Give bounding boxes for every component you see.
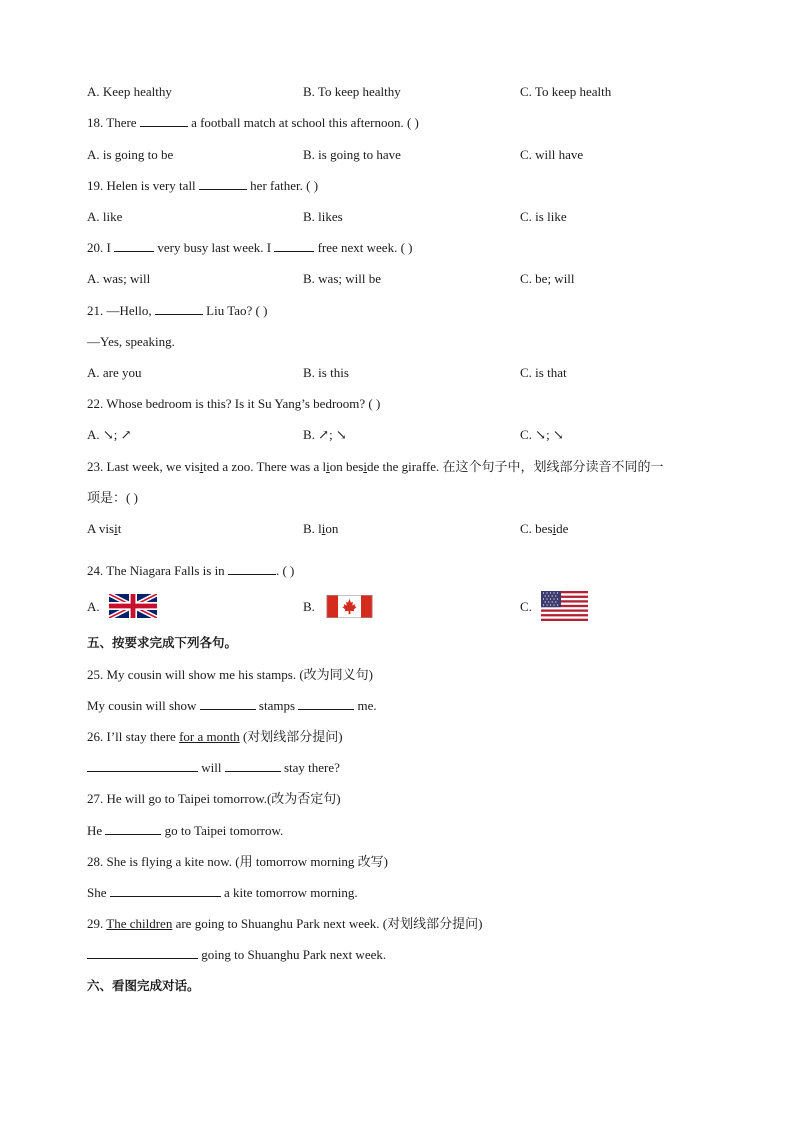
q23-text-2: ted a zoo. There was a l	[203, 459, 327, 474]
q20-stem-pre: 20. I	[87, 240, 111, 255]
q23-stem-line2: 项是：( )	[87, 490, 138, 505]
q18-stem-post: a football match at school this afternoon. ( )	[191, 115, 419, 130]
q23-b-post: on	[325, 521, 339, 536]
q18-option-b: B. is going to have	[303, 147, 401, 162]
q21-option-a: A. are you	[87, 365, 142, 380]
q20-blank-2[interactable]	[274, 240, 314, 252]
q23-option-a	[87, 521, 121, 537]
q24-stem-pre: 24. The Niagara Falls is in	[87, 563, 225, 578]
q19-option-b: B. likes	[303, 209, 343, 224]
q28-answer-post: a kite tomorrow morning.	[224, 885, 358, 900]
q23-underlined-1: i	[199, 459, 204, 474]
q28-answer-pre: She	[87, 885, 107, 900]
q26-blank-1[interactable]	[87, 760, 198, 772]
uk-flag-icon	[109, 594, 157, 618]
q17-option-b: B. To keep healthy	[303, 84, 401, 99]
section-5-heading: 五、按要求完成下列各句。	[87, 635, 238, 650]
section-6-heading: 六、看图完成对话。	[87, 978, 200, 993]
q23-text-1: 23. Last week, we vis	[87, 459, 200, 474]
q21-blank[interactable]	[155, 303, 203, 315]
q26-answer-line	[87, 760, 340, 776]
q18-option-a: A. is going to be	[87, 147, 174, 162]
q21-stem-pre: 21. —Hello,	[87, 303, 152, 318]
q27-answer-post: go to Taipei tomorrow.	[164, 823, 284, 838]
q25-answer-post: me.	[357, 698, 377, 713]
q22-option-a: A. ↘; ↗	[87, 427, 132, 442]
q19-option-c: C. is like	[520, 209, 567, 224]
q23-a-post: t	[117, 521, 122, 536]
q21-option-c: C. is that	[520, 365, 567, 380]
q18-stem	[87, 115, 419, 131]
q22-option-b: B. ↗; ↘	[303, 427, 347, 442]
q26-answer-mid: will	[201, 760, 222, 775]
q25-stem: 25. My cousin will show me his stamps. (改为同义句)	[87, 667, 373, 682]
q24-stem	[87, 563, 294, 579]
q24-stem-post: . ( )	[275, 563, 295, 578]
usa-flag-icon	[541, 591, 588, 621]
q26-stem	[87, 729, 343, 745]
q24-option-a: A.	[87, 599, 100, 614]
q18-blank[interactable]	[140, 115, 188, 127]
q17-option-a: A. Keep healthy	[87, 84, 172, 99]
q25-answer-line	[87, 698, 377, 714]
q25-blank-2[interactable]	[298, 698, 354, 710]
q23-underlined-3: i	[363, 459, 367, 474]
q17-option-c: C. To keep health	[520, 84, 612, 99]
q27-stem: 27. He will go to Taipei tomorrow.(改为否定句)	[87, 791, 341, 806]
q20-option-c: C. be; will	[520, 271, 575, 286]
q20-option-a: A. was; will	[87, 271, 151, 286]
q28-blank[interactable]	[110, 885, 221, 897]
q27-blank[interactable]	[105, 823, 161, 835]
q29-answer-line	[87, 947, 386, 963]
q19-blank[interactable]	[199, 178, 247, 190]
q19-stem-post: her father. ( )	[250, 178, 319, 193]
q29-stem-pre: 29.	[87, 916, 107, 931]
q29-stem-post: are going to Shuanghu Park next week. (对划线部分提问)	[172, 916, 483, 931]
q23-b-pre: B. l	[303, 521, 322, 536]
q23-option-b	[303, 521, 338, 537]
q20-option-b: B. was; will be	[303, 271, 381, 286]
q23-text-4: de the giraffe. 在这个句子中，划线部分读音不同的一	[366, 459, 664, 474]
q21-stem	[87, 303, 267, 319]
q21-reply: —Yes, speaking.	[87, 334, 175, 349]
q22-option-c: C. ↘; ↘	[520, 427, 564, 442]
q26-stem-pre: 26. I’ll stay there	[87, 729, 180, 744]
q23-c-pre: C. bes	[520, 521, 553, 536]
q18-stem-pre: 18. There	[87, 115, 137, 130]
q23-a-underlined: i	[114, 521, 118, 536]
q23-c-underlined: i	[552, 521, 557, 536]
q21-stem-post: Liu Tao? ( )	[206, 303, 268, 318]
q26-stem-post: (对划线部分提问)	[239, 729, 343, 744]
q28-answer-line	[87, 885, 358, 901]
q19-option-a: A. like	[87, 209, 123, 224]
q23-b-underlined: i	[321, 521, 326, 536]
q23-text-3: on bes	[329, 459, 364, 474]
q27-answer-line	[87, 823, 283, 839]
q24-blank[interactable]	[228, 563, 276, 575]
q29-blank[interactable]	[87, 947, 198, 959]
q18-option-c: C. will have	[520, 147, 584, 162]
q25-answer-pre: My cousin will show	[87, 698, 197, 713]
canada-flag-icon	[326, 595, 373, 618]
q24-option-c: C.	[520, 599, 532, 614]
q19-stem-pre: 19. Helen is very tall	[87, 178, 196, 193]
q29-stem	[87, 916, 482, 932]
q25-blank-1[interactable]	[200, 698, 256, 710]
q23-option-c	[520, 521, 568, 537]
q23-c-post: de	[556, 521, 569, 536]
q29-underlined: The children	[106, 916, 173, 931]
q27-answer-pre: He	[87, 823, 103, 838]
q23-underlined-2: i	[326, 459, 330, 474]
q24-option-b: B.	[303, 599, 315, 614]
q25-answer-mid: stamps	[258, 698, 296, 713]
q19-stem	[87, 178, 318, 194]
q23-a-pre: A vis	[87, 521, 115, 536]
q20-stem-post: free next week. ( )	[317, 240, 413, 255]
q23-stem	[87, 459, 664, 475]
q26-answer-post: stay there?	[283, 760, 340, 775]
q22-stem: 22. Whose bedroom is this? Is it Su Yang’s bedroom? ( )	[87, 396, 381, 411]
q20-blank-1[interactable]	[114, 240, 154, 252]
q20-stem	[87, 240, 412, 256]
q29-answer-post: going to Shuanghu Park next week.	[201, 947, 387, 962]
q26-blank-2[interactable]	[225, 760, 281, 772]
q21-option-b: B. is this	[303, 365, 349, 380]
q28-stem: 28. She is flying a kite now. (用 tomorrow morning 改写)	[87, 854, 389, 869]
q26-underlined: for a month	[179, 729, 240, 744]
q20-stem-mid: very busy last week. I	[157, 240, 272, 255]
